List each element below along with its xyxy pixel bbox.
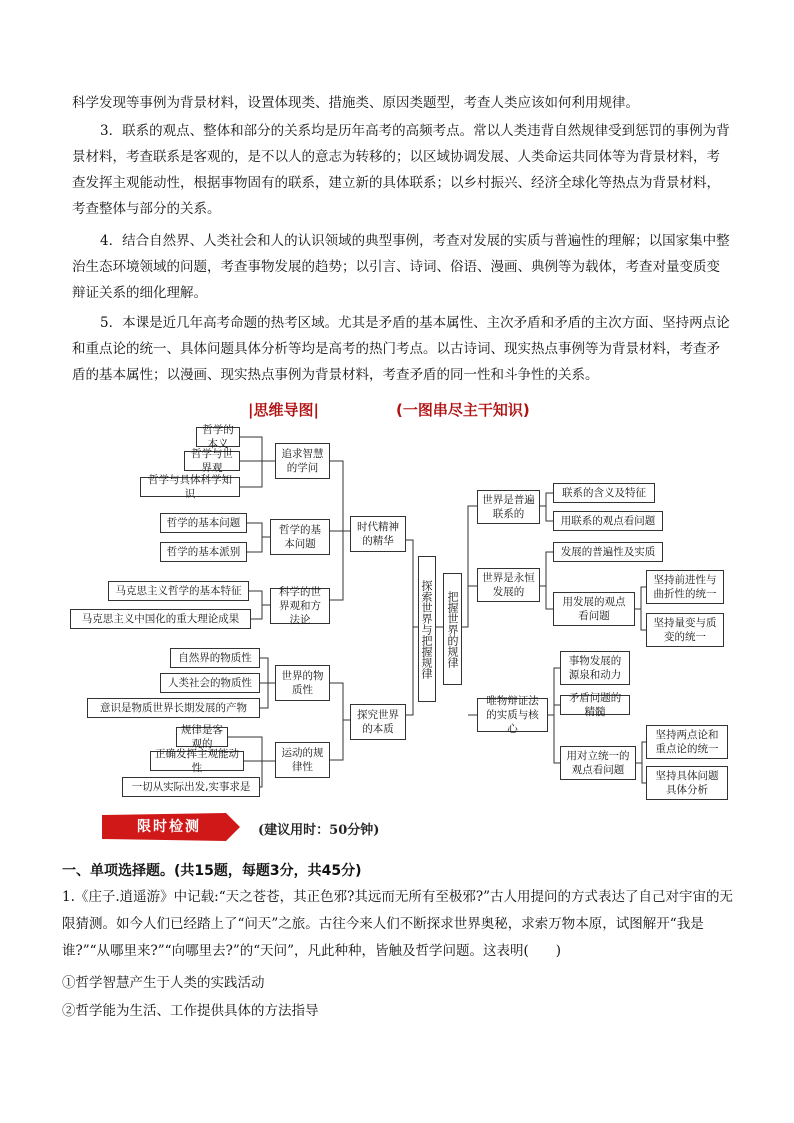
box-nature-material: 自然界的物质性 [170,648,260,668]
box-initiative: 正确发挥主观能动性 [150,751,244,771]
box-world-essence: 探究世界的本质 [350,704,406,740]
box-philosophy-worldview: 哲学与世界观 [184,451,240,471]
box-two-points: 坚持两点论和重点论的统一 [646,725,728,759]
intro-paragraph-5: 5．本课是近几年高考命题的热考区域。尤其是矛盾的基本属性、主次矛盾和矛盾的主次方面、坚持两点论和重点论的统一、具体问题具体分析等均是高考的热门考点。以古诗词、现实热点事例等为背景材料，考查矛盾的基本属性；以漫画、现实热点事例为背景材料，考查矛盾的同一性和斗争性的关系。 [72,315,730,383]
mindmap-subtitle: (一图串尽主干知识) [396,401,530,419]
box-marxism-china: 马克思主义中国化的重大理论成果 [70,609,251,629]
mindmap-title: |思维导图| [248,401,319,419]
box-universal-connection: 世界是普遍联系的 [477,490,540,524]
intro-paragraph-4: 4．结合自然界、人类社会和人的认识领域的典型事例，考查对发展的实质与普遍性的理解；以国家集中整治生态环境领域的问题，考查事物发展的趋势；以引言、诗词、俗语、漫画、典例等为载体，考查对量变质变辩证关系的细化理解。 [72,233,730,301]
option-1: ①哲学智慧产生于人类的实践活动 [62,975,265,991]
box-development-source: 事物发展的源泉和动力 [560,651,630,685]
box-progress-twists: 坚持前进性与曲折性的统一 [646,570,724,604]
time-hint: (建议用时：50分钟) [258,823,380,838]
box-dialectics-core: 唯物辩证法的实质与核心 [477,698,548,732]
box-development-nature: 发展的普遍性及实质 [553,542,663,562]
test-banner-label: 限时检测 [137,819,201,835]
option-2: ②哲学能为生活、工作提供具体的方法指导 [62,1003,319,1019]
section-title: 一、单项选择题。(共15题，每题3分，共45分) [62,863,362,879]
box-scientific-worldview: 科学的世界观和方法论 [270,588,330,624]
box-pursuit-wisdom: 追求智慧的学问 [275,443,330,479]
box-development-view: 用发展的观点看问题 [553,592,635,626]
intro-paragraph-0: 科学发现等事例为背景材料，设置体现类、措施类、原因类题型，考查人类应该如何利用规律。 [72,95,639,111]
box-philosophy-science: 哲学与具体科学知识 [140,477,240,497]
box-marxism-features: 马克思主义哲学的基本特征 [108,581,249,601]
box-eternal-development: 世界是永恒发展的 [477,568,540,602]
box-connection-view: 用联系的观点看问题 [553,511,663,531]
box-grasp-laws: 把握世界的规律 [443,573,462,685]
box-basic-schools: 哲学的基本派别 [160,542,247,562]
box-philosophy-basic-question: 哲学的基本问题 [270,519,330,555]
box-quantity-quality: 坚持量变与质变的统一 [646,613,724,647]
box-motion-law: 运动的规律性 [275,742,330,778]
box-unity-opposites: 用对立统一的观点看问题 [560,746,636,780]
box-contradiction-essence: 矛盾问题的精髓 [560,695,630,715]
box-basic-question: 哲学的基本问题 [160,513,247,533]
box-explore-world: 探索世界与把握规律 [418,556,436,702]
box-concrete-analysis: 坚持具体问题具体分析 [646,766,728,800]
box-consciousness-product: 意识是物质世界长期发展的产物 [87,698,260,718]
box-seek-truth: 一切从实际出发,实事求是 [122,777,260,797]
question-1: 1.《庄子.逍遥游》中记载:“天之苍苍，其正色邪?其远而无所有至极邪?”古人用提问的方式表达了自己对宇宙的无限猜测。如今人们已经踏上了“问天”之旅。古往今来人们不断探求世界奥秘，求索万物本原，试图解开“我是谁?”“从哪里来?”“向哪里去?”的“天问”，凡此种种，皆触及哲学问题。这表明( ) [62,889,733,959]
box-law-objective: 规律是客观的 [176,727,228,747]
box-philosophy-meaning: 哲学的本义 [196,427,240,447]
box-world-material: 世界的物质性 [275,665,330,701]
box-connection-meaning: 联系的含义及特征 [553,483,655,503]
intro-paragraph-3: 3．联系的观点、整体和部分的关系均是历年高考的高频考点。常以人类违背自然规律受到惩罚的事例为背景材料，考查联系是客观的，是不以人的意志为转移的；以区域协调发展、人类命运共同体等为背景材料，考查发挥主观能动性，根据事物固有的联系，建立新的具体联系；以乡村振兴、经济全球化等热点为背景材料，考查整体与部分的关系。 [72,123,730,217]
box-spirit-of-times: 时代精神的精华 [350,516,406,552]
box-society-material: 人类社会的物质性 [160,673,260,693]
